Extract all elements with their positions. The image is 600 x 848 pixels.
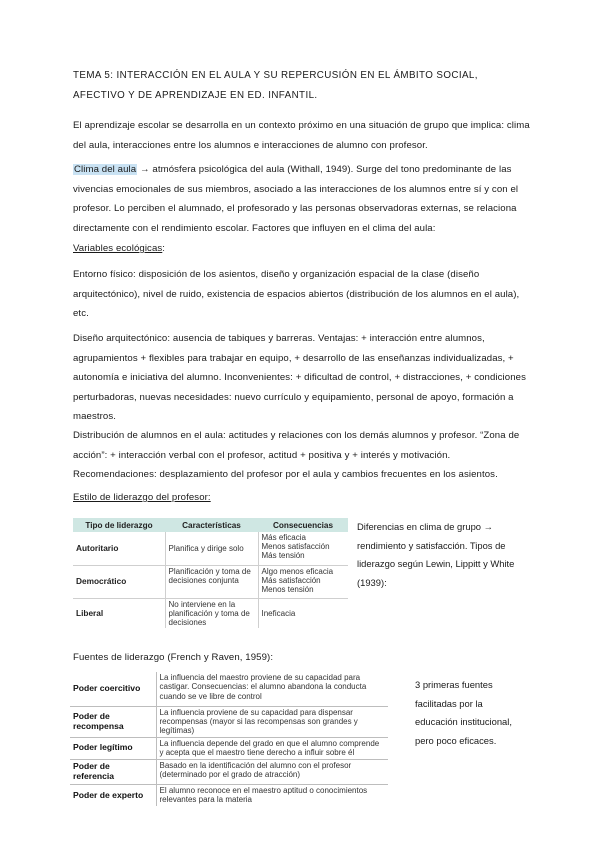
- clima-term: Clima del aula: [74, 164, 137, 175]
- arrow-icon: →: [139, 164, 150, 175]
- leadership-consequences: Más eficacia Menos satisfacción Más tensión: [258, 532, 348, 565]
- table-row: [70, 737, 388, 759]
- power-description: La influencia del maestro proviene de su capacidad para castigar. Consecuencias: el alumno abandona la conducta cuando se ve libre de control: [156, 672, 388, 706]
- leadership-type: Autoritario: [73, 532, 165, 565]
- table-row: [73, 532, 348, 565]
- power-type: Poder coercitivo: [73, 682, 141, 693]
- power-type: Poder de referencia: [70, 759, 156, 784]
- estilo-heading: Estilo de liderazgo del profesor:: [73, 492, 211, 503]
- power-description: La influencia depende del grado en que el alumno comprende y acepta que el maestro tiene derecho a influir sobre él: [156, 737, 388, 759]
- power-type: Poder legítimo: [70, 737, 156, 759]
- power-type: Poder de experto: [70, 784, 156, 806]
- leadership-note: Diferencias en clima de grupo → rendimiento y satisfacción. Tipos de liderazgo según Lewin, Lippitt y White (1939):: [357, 521, 515, 588]
- table-header: Consecuencias: [258, 518, 348, 532]
- leadership-type: Democrático: [73, 565, 165, 598]
- clima-paragraph: [73, 160, 531, 238]
- table-row: [70, 706, 388, 737]
- leadership-characteristics: Planificación y toma de decisiones conjunta: [165, 565, 258, 598]
- table-row: [70, 784, 388, 806]
- power-description: La influencia proviene de su capacidad para dispensar recompensas (mayor si las recompensas son grandes y legítimas): [156, 706, 388, 737]
- variables-heading: Variables ecológicas:: [73, 243, 166, 254]
- power-type: Poder de recompensa: [70, 706, 156, 737]
- table-header: Tipo de liderazgo: [73, 518, 165, 532]
- leadership-consequences: Ineficacia: [258, 598, 348, 628]
- table-row: [73, 598, 348, 628]
- table-row: [73, 565, 348, 598]
- entorno-paragraph: Entorno físico: disposición de los asientos, diseño y organización espacial de la clase (diseño arquitectónico), nivel de ruido, existencia de espacios abiertos (distribución de los alumnos en el aula), etc.: [73, 269, 520, 319]
- leadership-characteristics: Planifica y dirige solo: [165, 532, 258, 565]
- power-sources-table: [70, 672, 388, 806]
- table-header: Características: [165, 518, 258, 532]
- leadership-characteristics: No interviene en la planificación y toma de decisiones: [165, 598, 258, 628]
- leadership-consequences: Algo menos eficacia Más satisfacción Menos tensión: [258, 565, 348, 598]
- table-row: [70, 672, 388, 706]
- distribucion-paragraph: Distribución de alumnos en el aula: actitudes y relaciones con los demás alumnos y profesor. “Zona de acción”: + interacción verbal con el profesor, actitud + positiva y + interés y motivación. Recomendaciones: desplazamiento del profesor por el aula y cambios frecuentes en los asientos.: [73, 430, 520, 480]
- table-header-row: [73, 518, 348, 532]
- clima-text: atmósfera psicológica del aula (Withall, 1949). Surge del tono predominante de las vivencias emocionales de sus miembros, asociado a las interacciones de los alumnos entre sí y con el profesor. Lo perciben el alumnado, el profesorado y las personas observadoras externas, se relaciona directamente con el rendimiento escolar. Factores que influyen en el clima del aula:: [73, 164, 519, 234]
- fuentes-heading: Fuentes de liderazgo (French y Raven, 1959):: [73, 652, 274, 663]
- intro-paragraph: El aprendizaje escolar se desarrolla en un contexto próximo en una situación de grupo que implica: clima del aula, interacciones entre los alumnos e interacciones de alumno con profesor.: [73, 120, 530, 151]
- power-description: El alumno reconoce en el maestro aptitud o conocimientos relevantes para la materia: [156, 784, 388, 806]
- table-row: [70, 759, 388, 784]
- diseno-paragraph: Diseño arquitectónico: ausencia de tabiques y barreras. Ventajas: + interacción entre alumnos, agrupamientos + flexibles para trabajar en equipo, + desarrollo de las enseñanzas individualizadas, + autonomía e iniciativa del alumno. Inconvenientes: + dificultad de control, + distracciones, + condiciones perturbadoras, nuevas necesidades: nuevo currículo y equipamiento, personal de apoyo, formación a maestros.: [73, 333, 526, 422]
- power-description: Basado en la identificación del alumno con el profesor (determinado por el grado de atracción): [156, 759, 388, 784]
- leadership-type: Liberal: [76, 607, 104, 618]
- document-title: TEMA 5: INTERACCIÓN EN EL AULA Y SU REPERCUSIÓN EN EL ÁMBITO SOCIAL, AFECTIVO Y DE APRENDIZAJE EN ED. INFANTIL.: [73, 70, 478, 101]
- leadership-table: [73, 518, 348, 628]
- power-note: 3 primeras fuentes facilitadas por la educación institucional, pero poco eficaces.: [415, 679, 512, 746]
